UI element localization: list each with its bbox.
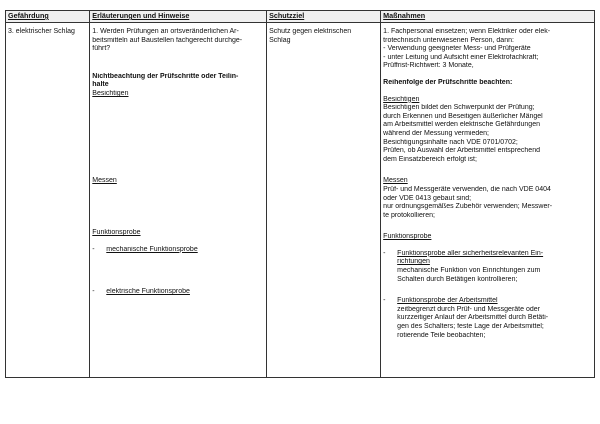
header-measures: Maßnahmen	[381, 11, 595, 23]
measures-inspect-label: Besichtigen	[383, 95, 420, 103]
elec-function-label: elektrische Funktionsprobe	[106, 288, 190, 296]
func-equip-text-line: gen des Schalters; feste Lage der Arbeitsmittel;	[397, 323, 544, 331]
notes-intro-line: führt?	[92, 45, 111, 53]
func-all-text-line: Schalten durch Betätigen kontrollieren;	[397, 275, 518, 283]
inspect-text-line: dem Einsatzbereich erfolgt ist;	[383, 155, 477, 163]
header-row	[6, 11, 595, 23]
header-notes: Erläuterungen und Hinweise	[90, 11, 267, 23]
measure-text-line: te protokollieren;	[383, 211, 435, 219]
hazard-cell	[6, 23, 90, 378]
function-label: Funktionsprobe	[92, 229, 141, 237]
protection-goal-line: Schlag	[269, 36, 291, 44]
failure-title-line: halte	[92, 81, 109, 89]
measures-measure-label: Messen	[383, 177, 408, 185]
func-all-label-line: richtungen	[397, 258, 430, 266]
inspect-text-line: Besichtigungsinhalte nach VDE 0701/0702;	[383, 138, 518, 146]
notes-cell	[90, 23, 267, 378]
elec-function-item	[92, 288, 264, 297]
dash-marker: -	[92, 245, 95, 253]
inspect-text-line: durch Erkennen und Beseitigen äußerlicher Mängel	[383, 112, 543, 120]
mech-function-label: mechanische Funktionsprobe	[106, 245, 198, 253]
hazard-text: 3. elektrischer Schlag	[8, 28, 75, 35]
failure-title-line: Nichtbeachtung der Prüfschritte oder Teilin-	[92, 72, 239, 80]
measure-text-line: oder VDE 0413 gebaut sind;	[383, 194, 472, 202]
func-equip-text-line: kurzzeitiger Anlauf der Arbeitsmittel durch Betäti-	[397, 314, 549, 322]
inspect-text-line: Prüfen, ob Auswahl der Arbeitsmittel entsprechend	[383, 147, 540, 155]
inspect-text-line: am Arbeitsmittel werden elektrische Gefährdungen	[383, 121, 540, 129]
sequence-title: Reihenfolge der Prüfschritte beachten:	[383, 78, 513, 86]
func-equip-label: Funktionsprobe der Arbeitsmittel	[397, 297, 498, 305]
inspect-label: Besichtigen	[92, 89, 129, 97]
inspect-text-line: während der Messung vermieden;	[383, 129, 490, 137]
protection-goal-line: Schutz gegen elektrischen	[269, 28, 352, 35]
measure-text-line: nur ordnungsgemäßes Zubehör verwenden; Messwer-	[383, 203, 553, 211]
func-equip-item	[383, 297, 592, 340]
measures-intro-line: 1. Fachpersonal einsetzen; wenn Elektriker oder elek-	[383, 28, 551, 35]
measures-function-label: Funktionsprobe	[383, 233, 432, 241]
dash-marker: -	[383, 297, 386, 305]
document-page	[5, 10, 595, 378]
dash-marker: -	[383, 249, 386, 257]
notes-intro-line: beitsmitteln auf Baustellen fachgerecht durchge-	[92, 36, 243, 44]
func-all-text-line: mechanische Funktion von Einrichtungen zum	[397, 267, 541, 275]
mech-function-item	[92, 246, 264, 255]
measures-intro-line: - unter Leitung und Aufsicht einer Elektrofachkraft;	[383, 53, 539, 61]
func-all-item	[383, 250, 592, 284]
hazard-table	[5, 10, 595, 378]
inspect-text-line: Besichtigen bildet den Schwerpunkt der Prüfung;	[383, 104, 535, 112]
header-protection-goal: Schutzziel	[267, 11, 381, 23]
measures-intro-line: trotechnisch unterwiesenen Person, dann:	[383, 36, 514, 44]
func-all-label-line: Funktionsprobe aller sicherheitsrelevanten Ein-	[397, 249, 544, 257]
func-equip-text-line: rotierende Teile beobachten;	[397, 331, 486, 339]
protection-goal-cell	[267, 23, 381, 378]
func-equip-text-line: zeitbegrenzt durch Prüf- und Messgeräte oder	[397, 305, 540, 313]
measure-text-line: Prüf- und Messgeräte verwenden, die nach VDE 0404	[383, 185, 551, 193]
dash-marker: -	[92, 288, 95, 296]
header-hazard: Gefährdung	[6, 11, 90, 23]
table-row	[6, 23, 595, 378]
measure-label: Messen	[92, 176, 117, 184]
notes-intro-line: 1. Werden Prüfungen an ortsveränderlichen Ar-	[92, 28, 239, 35]
measures-cell	[381, 23, 595, 378]
measures-intro-line: - Verwendung geeigneter Mess- und Prüfgeräte	[383, 45, 531, 53]
measures-intro-line: Prüffrist-Richtwert: 3 Monate,	[383, 62, 474, 70]
